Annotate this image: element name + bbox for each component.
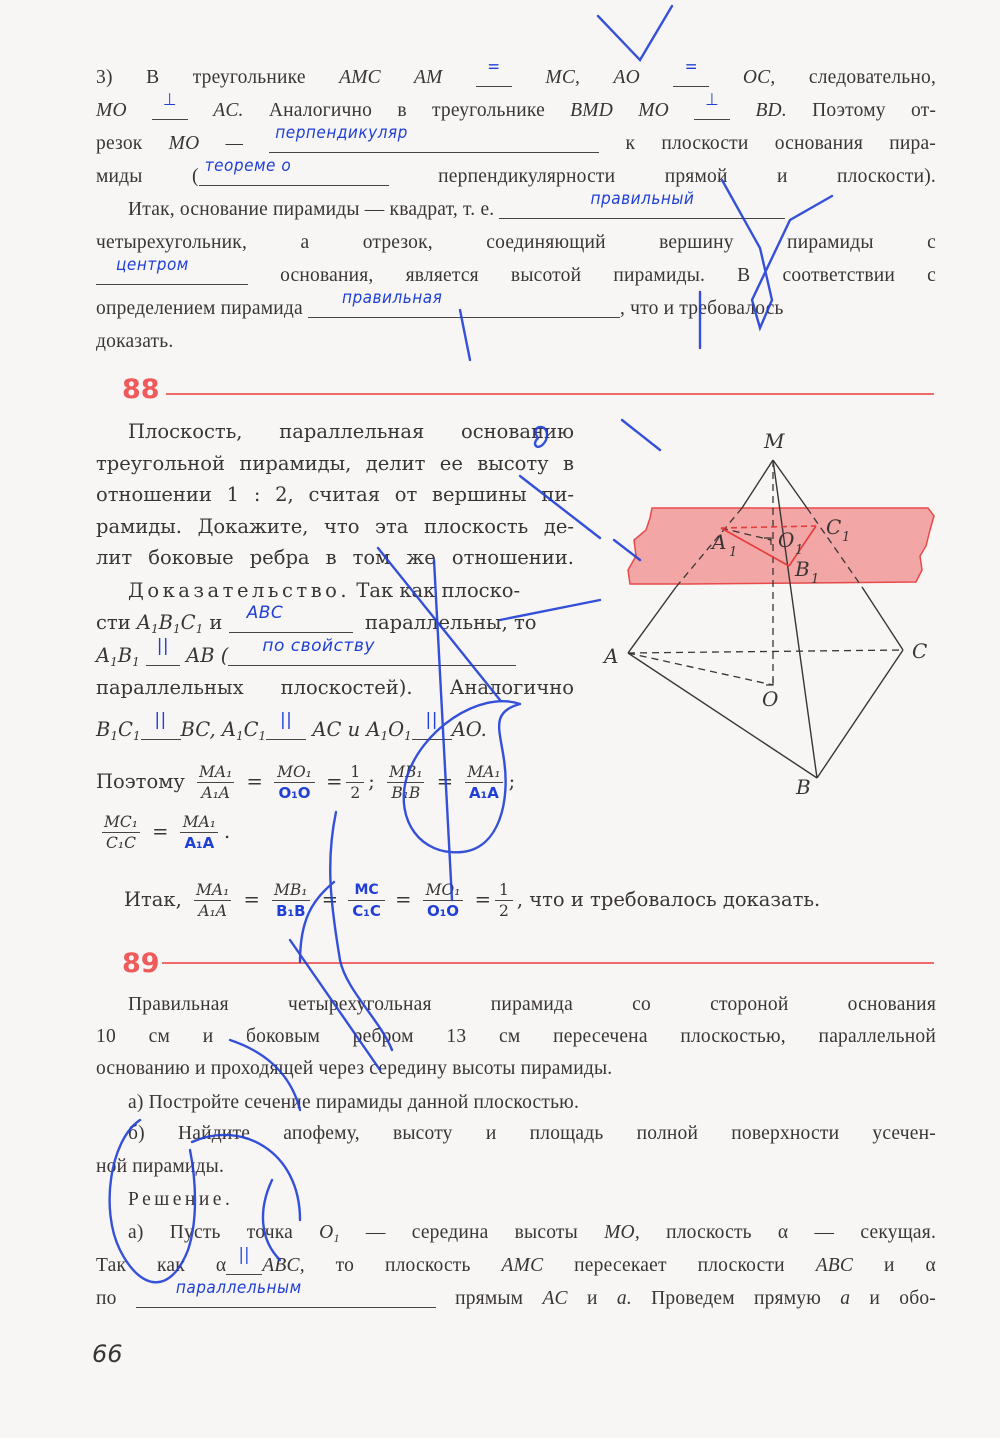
math: $A_1B_1C_1$ — [136, 611, 204, 636]
text: определением пирамида — [96, 298, 303, 319]
text: и — [209, 611, 223, 634]
math: AMC — [501, 1255, 544, 1276]
text: перпендикулярности прямой и плоскости). — [438, 166, 936, 187]
svg-text:1: 1 — [842, 530, 851, 545]
fraction: $\frac{\text{MO₁}}{\text{O₁O}}$ — [422, 880, 465, 921]
math: MO — — [168, 133, 244, 154]
label-O1: O — [778, 528, 795, 552]
proof-line: параллельных плоскостей). Аналогично — [96, 676, 574, 699]
text: а) Пусть точка — [128, 1222, 293, 1243]
fraction: $\frac{\text{MA₁}}{\text{A₁A}}$ — [199, 763, 233, 802]
text: Аналогично в треугольнике — [268, 100, 545, 121]
math: MO, — [604, 1222, 640, 1243]
text: Итак, основание пирамиды — квадрат, т. е. — [128, 199, 495, 220]
text: и — [587, 1288, 598, 1309]
text: Так как плоско- — [356, 579, 521, 602]
solution-label: Решение. — [128, 1189, 234, 1210]
handwritten-answer: правильный — [590, 189, 695, 209]
label-O: O — [762, 687, 779, 711]
fraction: $\frac{\text{MB₁}}{\text{B₁B}}$ — [389, 763, 423, 802]
math: BC, — [180, 718, 216, 741]
handwritten-answer: центром — [116, 255, 189, 275]
handwritten-answer: ⊥ — [705, 90, 720, 110]
math: AC. — [213, 100, 244, 121]
math: $A_1O_1$ — [366, 718, 412, 743]
text: пересекает плоскости — [574, 1255, 785, 1276]
text-line: доказать. — [96, 331, 174, 352]
text: сти — [96, 611, 131, 634]
text: Поэтому — [96, 770, 185, 793]
math: MO — [96, 100, 127, 121]
problem-line: лит боковые ребра в том же отношении. — [96, 546, 574, 569]
math: ABC, — [262, 1255, 305, 1276]
text: к плоскости основания пира- — [625, 133, 936, 154]
text: Проведем прямую — [651, 1288, 821, 1309]
section-number-88: 88 — [122, 374, 160, 405]
text: Так как α — [96, 1255, 227, 1276]
text: следовательно, — [808, 67, 937, 88]
text: Поэтому от- — [812, 100, 937, 121]
handwritten-answer: = — [684, 57, 699, 77]
svg-text:1: 1 — [795, 543, 804, 558]
fraction: $\frac{\text{MB₁}}{\text{B₁B}}$ — [274, 881, 308, 920]
proof-label: Доказательство. — [128, 579, 351, 602]
page-number: 66 — [92, 1340, 123, 1368]
text: — середина высоты — [365, 1222, 578, 1243]
text: резок — [96, 133, 143, 154]
handwritten-answer: = — [487, 57, 501, 77]
handwritten-answer: C₁C — [348, 900, 385, 921]
svg-text:1: 1 — [729, 545, 738, 560]
equation-row: Поэтому $\frac{\text{MA₁}}{\text{A₁A}}$ = $\frac{\text{MO₁}}{\text{O₁O}}$ = $\frac{1}{2}$ ; $\frac{\text{MB₁}}{\text{B₁B}}$ = $\frac{\text{MA₁}}{\text{A₁A}}$ ; — [96, 763, 516, 802]
text: прямым — [455, 1288, 524, 1309]
handwritten-answer: перпендикуляр — [275, 123, 408, 143]
math: AB ( — [186, 644, 229, 667]
math: AO — [613, 67, 640, 88]
math: a — [840, 1288, 851, 1309]
math: ABC — [815, 1255, 854, 1276]
text-line: четырехугольник, а отрезок, соединяющий вершину пирамиды с — [96, 232, 936, 253]
label-A1: A — [712, 530, 727, 554]
handwritten-answer: || — [425, 709, 438, 730]
task-line: ной пирамиды. — [96, 1156, 225, 1177]
fraction: $\frac{\text{MA₁}}{\text{A₁A}}$ — [179, 812, 220, 853]
handwritten-answer: параллельным — [175, 1278, 302, 1298]
handwritten-answer: теореме о — [204, 156, 292, 176]
fraction: $\frac{1}{2}$ — [346, 762, 364, 803]
task-line: б) Найдите апофему, высоту и площадь полной поверхности усечен- — [128, 1123, 936, 1144]
label-C: C — [912, 639, 928, 663]
text: и обо- — [869, 1288, 936, 1309]
text: и α — [884, 1255, 936, 1276]
text: Итак, — [124, 888, 182, 911]
label-B1: B — [795, 557, 810, 581]
text: то плоскость — [335, 1255, 471, 1276]
handwritten-answer: A₁A — [180, 832, 218, 853]
fraction: $\frac{1}{2}$ — [495, 880, 513, 921]
math: AC — [542, 1288, 568, 1309]
fraction: $\frac{\text{MA₁}}{\text{A₁A}}$ — [196, 881, 230, 920]
handwritten-answer: ⊥ — [163, 90, 177, 110]
svg-text:1: 1 — [811, 572, 820, 587]
math: OC, — [742, 67, 776, 88]
handwritten-answer: B₁B — [272, 900, 309, 921]
text: параллельны, то — [365, 611, 537, 634]
math: $A_1C_1$ — [221, 718, 267, 743]
label-A: A — [604, 644, 619, 668]
text: миды ( — [96, 166, 199, 187]
handwritten-answer: || — [279, 709, 293, 730]
math: $A_1B_1$ — [96, 644, 140, 669]
handwritten-answer: правильная — [341, 288, 443, 308]
handwritten-answer: MC — [354, 882, 379, 898]
fraction: $\frac{\text{MA₁}}{\text{A₁A}}$ — [463, 762, 504, 803]
text: основания, является высотой пирамиды. В соответствии с — [280, 265, 936, 286]
handwritten-answer: O₁O — [423, 900, 463, 921]
equation-row: Итак, $\frac{\text{MA₁}}{\text{A₁A}}$ = $\frac{\text{MB₁}}{\text{B₁B}}$ = $\frac{MC}{\text{C₁C}}$ = $\frac{\text{MO₁}}{\text{O₁O}}$ = $\frac{1}{2}$ , что и требовалось доказать. — [124, 881, 821, 920]
problem-line: основанию и проходящей через середину высоты пирамиды. — [96, 1058, 613, 1079]
label-M: M — [764, 429, 785, 453]
problem-line: отношении 1 : 2, считая от вершины пи- — [96, 483, 574, 506]
label-B: B — [796, 775, 811, 799]
problem-line: Правильная четырехугольная пирамида со стороной основания — [128, 994, 936, 1015]
math: MC, — [545, 67, 581, 88]
handwritten-answer: по свойству — [262, 635, 375, 656]
handwritten-answer: || — [154, 709, 167, 730]
label-C1: C — [826, 515, 842, 539]
handwritten-answer: ABC — [246, 602, 284, 623]
math: BD. — [755, 100, 787, 121]
problem-line: Плоскость, параллельная основанию — [128, 420, 574, 443]
math: BMD MO — [570, 100, 669, 121]
fraction: $\frac{\text{MO₁}}{\text{O₁O}}$ — [273, 762, 316, 803]
text: 3) В треугольнике — [96, 67, 306, 88]
problem-line: рамиды. Докажите, что эта плоскость де- — [96, 515, 574, 538]
text: , что и требовалось — [619, 298, 784, 319]
math: AC и — [312, 718, 361, 741]
handwritten-answer: O₁O — [274, 782, 314, 803]
math: a. — [616, 1288, 632, 1309]
equation-row: $\frac{\text{MC₁}}{\text{C₁C}}$ = $\frac{\text{MA₁}}{\text{A₁A}}$ . — [96, 812, 230, 853]
problem-line: треугольной пирамиды, делит ее высоту в — [96, 452, 574, 475]
section-number-89: 89 — [122, 948, 160, 979]
handwritten-answer: A₁A — [465, 782, 503, 803]
fraction: $\frac{\text{MC₁}}{\text{C₁C}}$ — [104, 813, 138, 852]
math: $B_1C_1$ — [96, 718, 141, 743]
text: , что и требовалось доказать. — [516, 888, 821, 911]
text: плоскость α — секущая. — [666, 1222, 937, 1243]
problem-line: 10 см и боковым ребром 13 см пересечена плоскостью, параллельной — [96, 1026, 936, 1047]
handwritten-answer: || — [238, 1245, 250, 1265]
math: AO. — [451, 718, 487, 741]
math: $O_1$ — [319, 1222, 340, 1245]
task-line: а) Постройте сечение пирамиды данной плоскостью. — [128, 1092, 580, 1113]
math: AMC AM — [339, 67, 443, 88]
text: по — [96, 1288, 117, 1309]
handwritten-answer: || — [156, 635, 170, 656]
